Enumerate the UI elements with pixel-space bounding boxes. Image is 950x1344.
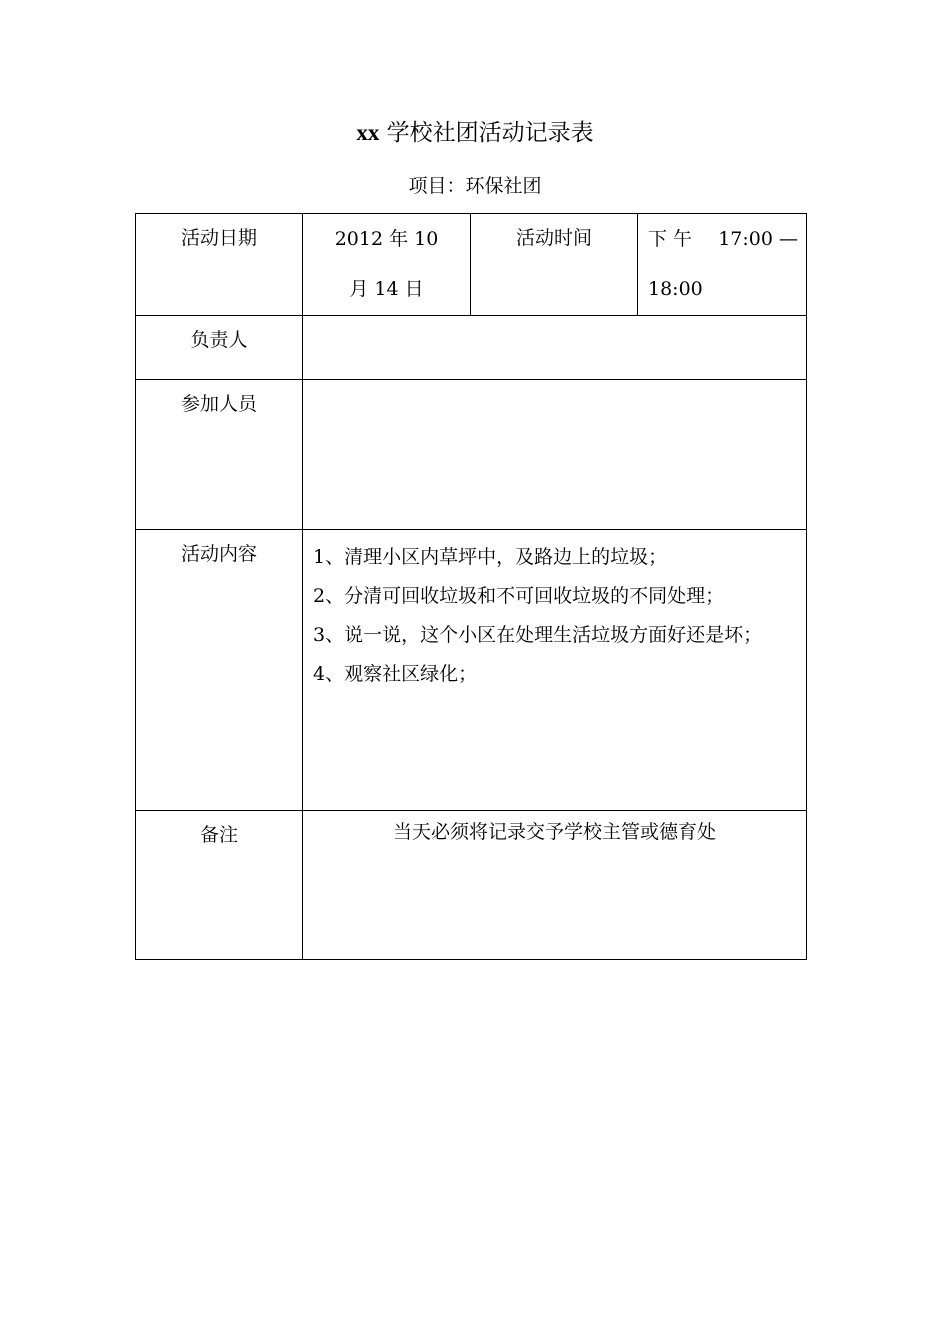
time-end: 18:00 (648, 278, 703, 300)
content-item: 3、说一说，这个小区在处理生活垃圾方面好还是坏； (313, 624, 763, 646)
time-value-line1 (648, 214, 798, 264)
date-label: 活动日期 (136, 214, 303, 316)
time-value-cell[interactable] (638, 214, 807, 316)
content-value-cell[interactable] (303, 530, 807, 811)
leader-value-cell[interactable] (303, 316, 807, 380)
project-subtitle: 项目：环保社团 (408, 175, 542, 197)
time-label: 活动时间 (471, 214, 638, 316)
content-label: 活动内容 (136, 530, 303, 811)
time-start: 17:00 — (718, 228, 798, 250)
remark-value-cell[interactable]: 当天必须将记录交予学校主管或德育处 (303, 811, 807, 960)
leader-label: 负责人 (136, 316, 303, 380)
date-value-cell[interactable] (303, 214, 471, 316)
time-period: 下 午 (648, 228, 693, 250)
participants-label: 参加人员 (136, 380, 303, 530)
participants-value-cell[interactable] (303, 380, 807, 530)
date-value-line2: 月 14 日 (349, 278, 424, 300)
row-participants (136, 380, 807, 530)
date-value-line1: 2012 年 10 (334, 228, 439, 250)
activity-record-table (135, 213, 807, 960)
title-prefix: xx (356, 120, 380, 145)
content-item: 2、分清可回收垃圾和不可回收垃圾的不同处理； (313, 585, 725, 607)
row-date-time (136, 214, 807, 316)
remark-label: 备注 (136, 811, 303, 960)
row-leader (136, 316, 807, 380)
document-title (0, 116, 950, 150)
content-item: 4、观察社区绿化； (313, 663, 478, 685)
title-text: 学校社团活动记录表 (379, 120, 594, 146)
row-remark (136, 811, 807, 960)
row-content (136, 530, 807, 811)
content-item: 1、清理小区内草坪中，及路边上的垃圾； (313, 546, 668, 568)
